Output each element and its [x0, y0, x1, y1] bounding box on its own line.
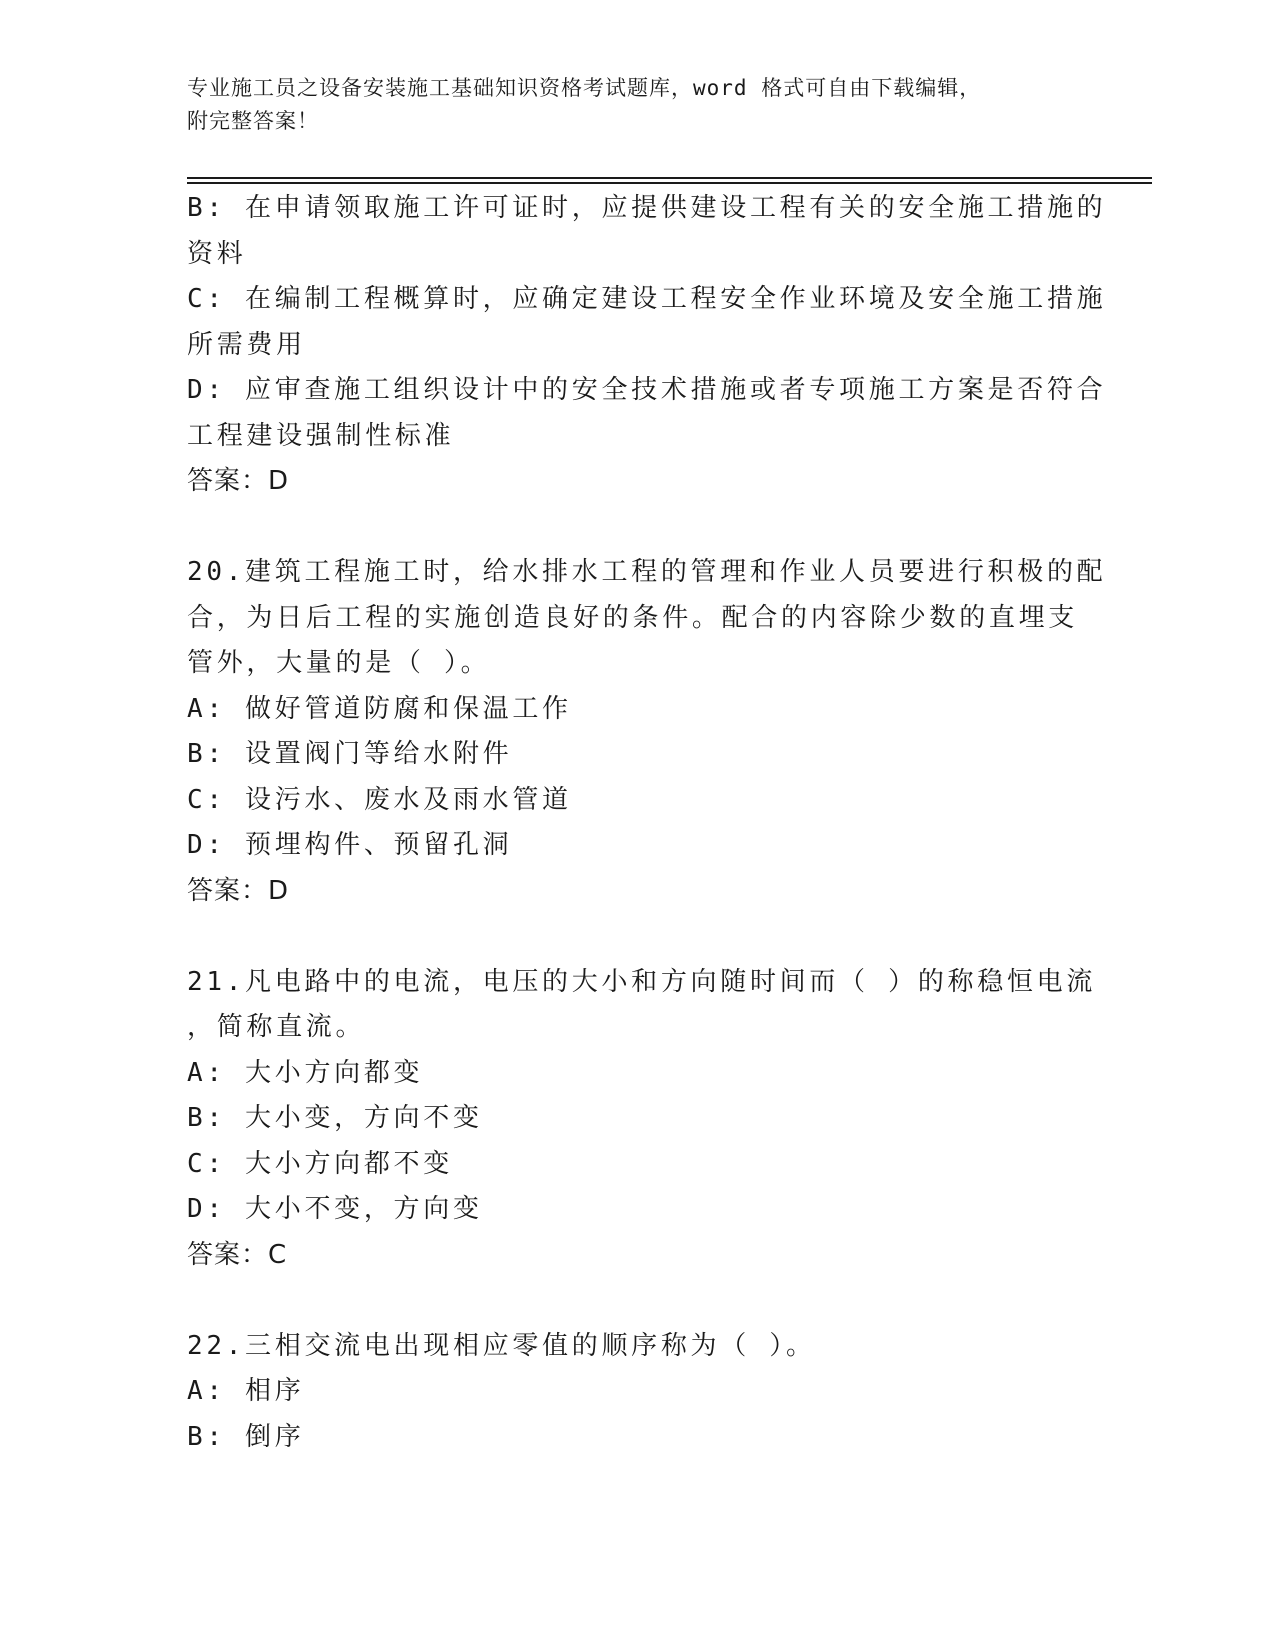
- question-stem-line: ，简称直流。: [187, 1012, 366, 1042]
- question-20: [187, 550, 1107, 914]
- option-d-line-1: D: 应审查施工组织设计中的安全技术措施或者专项施工方案是否符合: [187, 375, 1107, 405]
- answer: 答案：D: [187, 875, 290, 906]
- option-c: C: 大小方向都不变: [187, 1148, 453, 1179]
- option-a: A: 做好管道防腐和保温工作: [187, 693, 572, 724]
- spacer: [187, 505, 1087, 551]
- option-c: C: 设污水、废水及雨水管道: [187, 784, 572, 815]
- header-line-1: 专业施工员之设备安装施工基础知识资格考试题库，word 格式可自由下载编辑，: [187, 76, 982, 100]
- option-b: B: 倒序: [187, 1421, 305, 1452]
- document-header: [187, 72, 1087, 138]
- question-stem-line: 20.建筑工程施工时，给水排水工程的管理和作业人员要进行积极的配: [187, 557, 1107, 587]
- option-b: B: 大小变，方向不变: [187, 1103, 483, 1133]
- header-divider-top: [187, 177, 1152, 179]
- question-stem-line: 管外，大量的是（ ）。: [187, 648, 491, 678]
- option-c-line-1: C: 在编制工程概算时，应确定建设工程安全作业环境及安全施工措施: [187, 284, 1107, 314]
- option-b-line-1: B: 在申请领取施工许可证时，应提供建设工程有关的安全施工措施的: [187, 193, 1107, 223]
- option-a: A: 大小方向都变: [187, 1057, 424, 1088]
- question-22: [187, 1324, 1087, 1461]
- answer: 答案：C: [187, 1239, 288, 1270]
- option-d-line-2: 工程建设强制性标准: [187, 420, 455, 451]
- question-stem-line: 21.凡电路中的电流，电压的大小和方向随时间而（ ）的称稳恒电流: [187, 966, 1097, 997]
- question-21: [187, 960, 1097, 1279]
- question-19-tail: [187, 186, 1107, 505]
- question-stem-line: 22.三相交流电出现相应零值的顺序称为（ ）。: [187, 1330, 816, 1361]
- header-divider-bottom: [187, 182, 1152, 184]
- spacer: [187, 1278, 1087, 1324]
- option-b-line-2: 资料: [187, 238, 247, 269]
- option-d: D: 大小不变，方向变: [187, 1194, 483, 1224]
- answer: 答案：D: [187, 466, 290, 496]
- option-d: D: 预埋构件、预留孔洞: [187, 830, 513, 860]
- document-body: [187, 186, 1107, 1460]
- option-a: A: 相序: [187, 1376, 305, 1406]
- option-c-line-2: 所需费用: [187, 329, 306, 360]
- spacer: [187, 914, 1087, 960]
- question-stem-line: 合，为日后工程的实施创造良好的条件。配合的内容除少数的直埋支: [187, 602, 1079, 633]
- option-b: B: 设置阀门等给水附件: [187, 739, 513, 769]
- header-line-2: 附完整答案！: [187, 109, 319, 133]
